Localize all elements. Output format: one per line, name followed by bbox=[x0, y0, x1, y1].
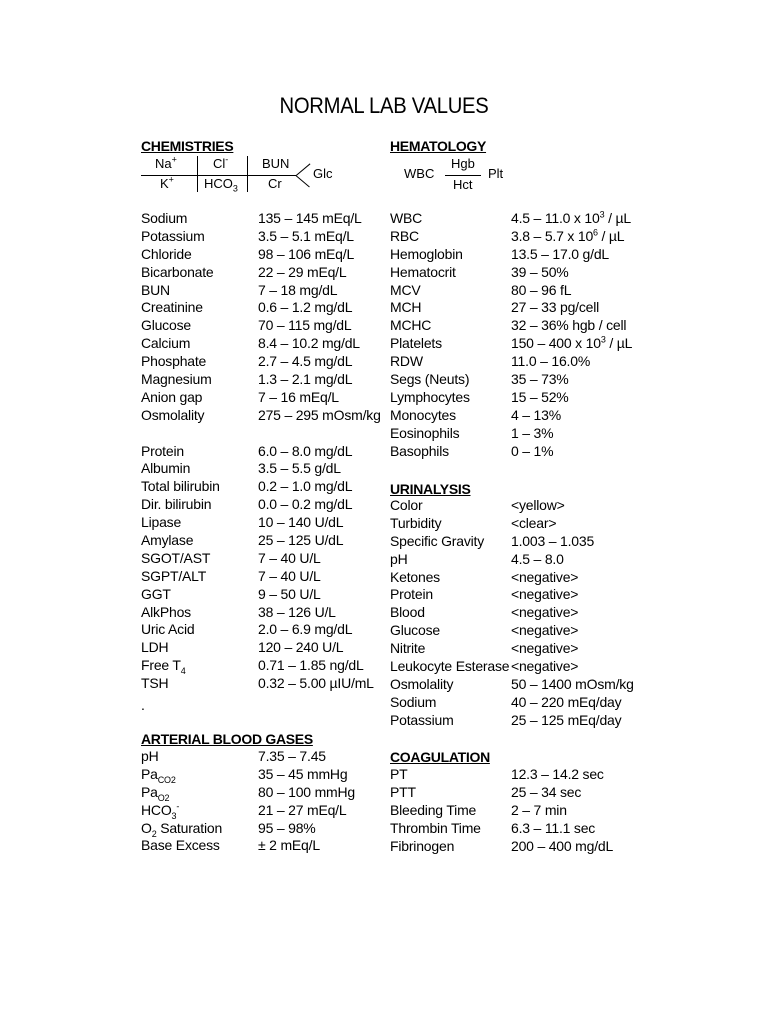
row-value: 6.0 – 8.0 mg/dL bbox=[258, 442, 353, 459]
row-value: 27 – 33 pg/cell bbox=[511, 299, 600, 316]
row-label: $Pa_{O2}$ bbox=[141, 783, 170, 803]
row-value: 275 – 295 mOsm/kg bbox=[258, 406, 381, 423]
table-row bbox=[390, 712, 750, 730]
row-label: TSH bbox=[141, 675, 169, 692]
table-row bbox=[390, 622, 750, 640]
diagram-vertical-line-2 bbox=[247, 156, 248, 192]
coagulation-heading: COAGULATION bbox=[390, 749, 490, 765]
row-label: Nitrite bbox=[390, 640, 426, 657]
row-label: Phosphate bbox=[141, 353, 207, 370]
table-row bbox=[390, 282, 750, 300]
row-value: 7 – 40 U/L bbox=[258, 567, 321, 584]
row-label: Protein bbox=[390, 586, 433, 603]
table-row bbox=[390, 299, 750, 317]
row-value: 50 – 1400 mOsm/kg bbox=[511, 675, 634, 692]
row-label: pH bbox=[141, 748, 159, 764]
diagram-wbc: WBC bbox=[404, 166, 435, 181]
row-value: 80 – 96 fL bbox=[511, 281, 572, 298]
table-row bbox=[390, 676, 750, 694]
row-label: BUN bbox=[141, 281, 170, 298]
row-value: 0.2 – 1.0 mg/dL bbox=[258, 478, 353, 495]
diagram-glc: Glc bbox=[313, 166, 333, 181]
row-label: SGPT/ALT bbox=[141, 567, 207, 584]
table-row bbox=[390, 586, 750, 604]
row-label: Leukocyte Esterase bbox=[390, 658, 510, 675]
row-label: Sodium bbox=[141, 210, 188, 226]
row-label: Segs (Neuts) bbox=[390, 371, 470, 388]
row-value: 135 – 145 mEq/L bbox=[258, 210, 362, 226]
row-value: <yellow> bbox=[511, 497, 565, 513]
diagram-branch-up bbox=[296, 163, 310, 175]
row-label: Sodium bbox=[390, 693, 437, 710]
row-label: Blood bbox=[390, 604, 425, 621]
table-row bbox=[390, 766, 750, 784]
row-label: Anion gap bbox=[141, 388, 203, 405]
diagram-hct: Hct bbox=[453, 177, 473, 192]
row-value: 4.5 – 11.0 x $10^3$ / µL bbox=[511, 209, 631, 226]
row-value: 32 – 36% hgb / cell bbox=[511, 317, 627, 334]
row-label: Basophils bbox=[390, 442, 449, 459]
row-value: 0.6 – 1.2 mg/dL bbox=[258, 299, 353, 316]
row-value: 25 – 34 sec bbox=[511, 783, 582, 800]
row-value: 25 – 125 U/dL bbox=[258, 532, 344, 549]
row-value: 4 – 13% bbox=[511, 406, 561, 423]
row-label: Ketones bbox=[390, 568, 440, 585]
row-value: 7 – 40 U/L bbox=[258, 549, 321, 566]
table-row bbox=[390, 569, 750, 587]
abg-heading: ARTERIAL BLOOD GASES bbox=[141, 731, 313, 747]
row-value: 10 – 140 U/dL bbox=[258, 514, 344, 531]
row-label: Glucose bbox=[390, 622, 440, 639]
row-label: pH bbox=[390, 550, 408, 567]
row-value: <negative> bbox=[511, 586, 579, 603]
row-value: 40 – 220 mEq/day bbox=[511, 693, 622, 710]
row-label: Osmolality bbox=[390, 675, 454, 692]
diagram-vertical-line-1 bbox=[197, 156, 198, 192]
chemistries-heading: CHEMISTRIES bbox=[141, 138, 234, 154]
row-label: Bleeding Time bbox=[390, 801, 477, 818]
row-label: WBC bbox=[390, 210, 423, 226]
row-value: 0.32 – 5.00 µIU/mL bbox=[258, 675, 374, 692]
row-label: $HCO_3^-$ bbox=[141, 801, 180, 821]
row-label: Monocytes bbox=[390, 406, 456, 423]
row-label: Chloride bbox=[141, 245, 192, 262]
stray-dot: . bbox=[141, 697, 145, 713]
row-value: 21 – 27 mEq/L bbox=[258, 801, 347, 818]
row-value: 7 – 18 mg/dL bbox=[258, 281, 338, 298]
table-row bbox=[390, 335, 750, 353]
row-label: Color bbox=[390, 497, 423, 513]
row-value: <negative> bbox=[511, 640, 579, 657]
row-value: 13.5 – 17.0 g/dL bbox=[511, 245, 609, 262]
row-label: AlkPhos bbox=[141, 603, 191, 620]
row-label: Lipase bbox=[141, 514, 182, 531]
row-label: PT bbox=[390, 766, 408, 782]
row-label: LDH bbox=[141, 639, 169, 656]
row-value: <negative> bbox=[511, 658, 579, 675]
row-value: 38 – 126 U/L bbox=[258, 603, 336, 620]
table-row bbox=[390, 658, 750, 676]
row-label: Base Excess bbox=[141, 837, 220, 854]
table-row bbox=[390, 604, 750, 622]
diagram-plt: Plt bbox=[488, 166, 504, 181]
row-label: Bicarbonate bbox=[141, 263, 214, 280]
diagram-hco3: $HCO_3$ bbox=[204, 176, 238, 194]
diagram-fraction-line bbox=[445, 175, 481, 176]
table-row bbox=[390, 533, 750, 551]
row-label: MCHC bbox=[390, 317, 432, 334]
row-label: Thrombin Time bbox=[390, 819, 481, 836]
table-row bbox=[390, 551, 750, 569]
table-row bbox=[390, 425, 750, 443]
diagram-hgb: Hgb bbox=[451, 156, 475, 171]
row-value: 0.0 – 0.2 mg/dL bbox=[258, 496, 353, 513]
row-label: Dir. bilirubin bbox=[141, 496, 212, 513]
row-label: RBC bbox=[390, 227, 419, 244]
table-row bbox=[390, 784, 750, 802]
hematology-list bbox=[390, 210, 750, 460]
row-label: Potassium bbox=[390, 711, 454, 728]
row-value: 3.8 – 5.7 x $10^6$ / µL bbox=[511, 227, 625, 244]
row-value: 3.5 – 5.5 g/dL bbox=[258, 460, 341, 477]
table-row bbox=[390, 389, 750, 407]
diagram-k: K+ bbox=[160, 174, 174, 191]
row-value: 1 – 3% bbox=[511, 424, 554, 441]
diagram-na: Na+ bbox=[155, 154, 177, 171]
row-value: 35 – 73% bbox=[511, 371, 569, 388]
row-label: Creatinine bbox=[141, 299, 203, 316]
row-value: 6.3 – 11.1 sec bbox=[511, 819, 596, 836]
row-label: Uric Acid bbox=[141, 621, 195, 638]
row-label: GGT bbox=[141, 585, 171, 602]
diagram-branch-down bbox=[295, 175, 309, 187]
row-value: 1.003 – 1.035 bbox=[511, 532, 595, 549]
row-value: 12.3 – 14.2 sec bbox=[511, 766, 604, 782]
row-value: 25 – 125 mEq/day bbox=[511, 711, 622, 728]
row-value: 98 – 106 mEq/L bbox=[258, 245, 355, 262]
row-value: 7.35 – 7.45 bbox=[258, 748, 326, 764]
row-label: Lymphocytes bbox=[390, 388, 470, 405]
diagram-cl: Cl- bbox=[213, 154, 229, 171]
row-label: Albumin bbox=[141, 460, 191, 477]
row-value: 22 – 29 mEq/L bbox=[258, 263, 347, 280]
table-row bbox=[390, 264, 750, 282]
row-label: Eosinophils bbox=[390, 424, 460, 441]
urinalysis-heading: URINALYSIS bbox=[390, 481, 471, 497]
row-value: 80 – 100 mmHg bbox=[258, 783, 356, 800]
row-label: Turbidity bbox=[390, 514, 442, 531]
diagram-horizontal-line bbox=[141, 175, 296, 176]
table-row bbox=[390, 210, 750, 228]
row-label: Amylase bbox=[141, 532, 194, 549]
row-value: <negative> bbox=[511, 568, 579, 585]
table-row bbox=[390, 246, 750, 264]
row-label: $Pa_{CO2}$ bbox=[141, 765, 176, 785]
row-label: MCH bbox=[390, 299, 422, 316]
urinalysis-list bbox=[390, 497, 750, 730]
row-label: $O_2$ Saturation bbox=[141, 819, 223, 839]
row-value: 39 – 50% bbox=[511, 263, 569, 280]
row-value: <clear> bbox=[511, 514, 557, 531]
table-row bbox=[390, 353, 750, 371]
hematology-heading: HEMATOLOGY bbox=[390, 138, 487, 154]
table-row bbox=[390, 694, 750, 712]
row-value: 9 – 50 U/L bbox=[258, 585, 321, 602]
row-value: 3.5 – 5.1 mEq/L bbox=[258, 227, 354, 244]
row-label: Platelets bbox=[390, 335, 442, 352]
row-value: 150 – 400 x $10^3$ / µL bbox=[511, 334, 633, 352]
diagram-bun: BUN bbox=[262, 156, 290, 171]
row-label: Magnesium bbox=[141, 371, 212, 388]
row-label: MCV bbox=[390, 281, 421, 298]
row-label: Hematocrit bbox=[390, 263, 456, 280]
table-row bbox=[390, 228, 750, 246]
row-value: 0.71 – 1.85 ng/dL bbox=[258, 657, 364, 674]
row-value: 70 – 115 mg/dL bbox=[258, 317, 352, 334]
table-row bbox=[390, 515, 750, 533]
table-row bbox=[390, 443, 750, 461]
row-label: Hemoglobin bbox=[390, 245, 463, 262]
table-row bbox=[390, 640, 750, 658]
row-value: 4.5 – 8.0 bbox=[511, 550, 564, 567]
row-value: 1.3 – 2.1 mg/dL bbox=[258, 371, 353, 388]
table-row bbox=[141, 460, 501, 478]
row-value: 200 – 400 mg/dL bbox=[511, 837, 614, 854]
diagram-cr: Cr bbox=[268, 176, 282, 191]
table-row bbox=[390, 317, 750, 335]
row-value: <negative> bbox=[511, 622, 579, 639]
row-label: Protein bbox=[141, 442, 184, 459]
table-row bbox=[390, 371, 750, 389]
row-label: SGOT/AST bbox=[141, 549, 211, 566]
table-row bbox=[390, 820, 750, 838]
row-label: RDW bbox=[390, 353, 423, 370]
row-value: 35 – 45 mmHg bbox=[258, 765, 348, 782]
row-value: 11.0 – 16.0% bbox=[511, 353, 591, 370]
row-value: 7 – 16 mEq/L bbox=[258, 388, 339, 405]
row-value: 95 – 98% bbox=[258, 819, 316, 836]
row-label: Osmolality bbox=[141, 406, 205, 423]
row-value: 2.0 – 6.9 mg/dL bbox=[258, 621, 353, 638]
row-value: 2 – 7 min bbox=[511, 801, 567, 818]
row-label: PTT bbox=[390, 783, 416, 800]
row-value: 2.7 – 4.5 mg/dL bbox=[258, 353, 353, 370]
row-value: 120 – 240 U/L bbox=[258, 639, 344, 656]
row-label: Specific Gravity bbox=[390, 532, 485, 549]
row-label: Glucose bbox=[141, 317, 191, 334]
row-value: 15 – 52% bbox=[511, 388, 569, 405]
row-value: 8.4 – 10.2 mg/dL bbox=[258, 335, 360, 352]
table-row bbox=[390, 802, 750, 820]
row-value: ± 2 mEq/L bbox=[258, 837, 320, 854]
table-row bbox=[390, 838, 750, 856]
row-label: Total bilirubin bbox=[141, 478, 220, 495]
page-title: NORMAL LAB VALUES bbox=[279, 93, 489, 118]
coagulation-list bbox=[390, 766, 750, 855]
table-row bbox=[390, 497, 750, 515]
row-label: Potassium bbox=[141, 227, 205, 244]
row-value: 0 – 1% bbox=[511, 442, 554, 459]
table-row bbox=[390, 407, 750, 425]
row-label: Fibrinogen bbox=[390, 837, 455, 854]
row-value: <negative> bbox=[511, 604, 579, 621]
row-label: Calcium bbox=[141, 335, 191, 352]
row-label: Free $T_4$ bbox=[141, 657, 186, 677]
